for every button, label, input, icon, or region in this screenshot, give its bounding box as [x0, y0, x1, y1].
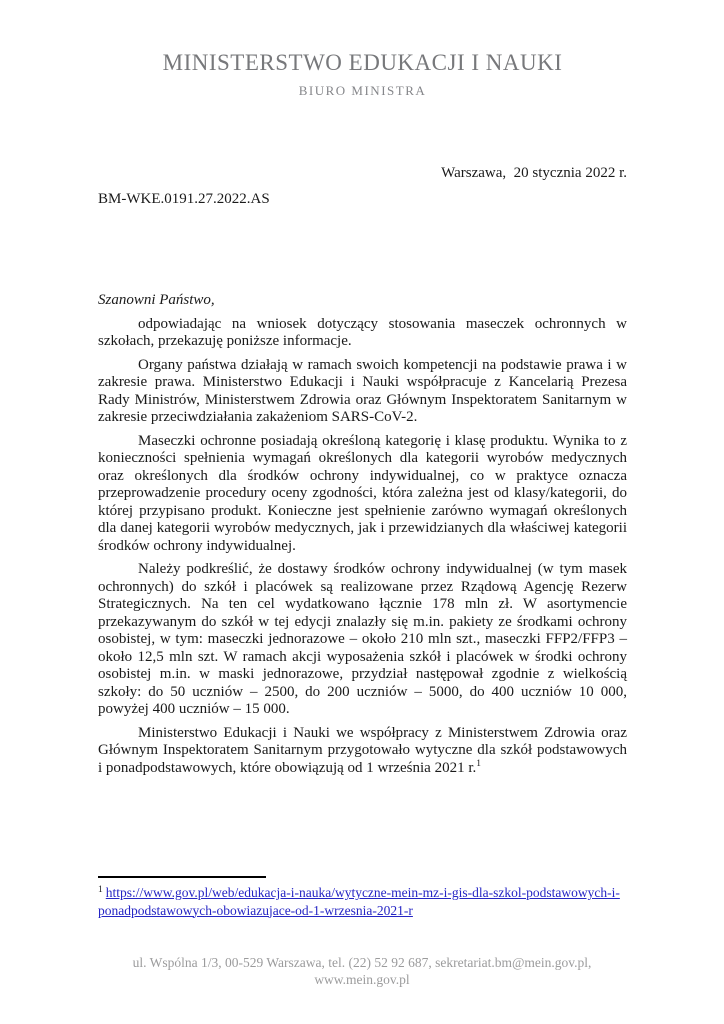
reference-number: BM-WKE.0191.27.2022.AS: [98, 191, 270, 207]
footer-address-line: ul. Wspólna 1/3, 00-529 Warszawa, tel. (22) 52 92 687, sekretariat.bm@mein.gov.pl,: [132, 955, 592, 970]
place-and-date: Warszawa, 20 stycznia 2022 r.: [441, 165, 627, 181]
paragraph-2: Organy państwa działają w ramach swoich kompetencji na podstawie prawa i w zakresie prawa. Ministerstwo Edukacji i Nauki współpracuje z Kancelarią Prezesa Rady Ministrów, Ministerstwem Zdrowia oraz Głównym Inspektoratem Sanitarnym w zakresie przeciwdziałania zakażeniom SARS-CoV-2.: [98, 356, 627, 425]
office-subtitle: BIURO MINISTRA: [298, 83, 427, 98]
footnote-separator-rule: [98, 876, 266, 878]
paragraph-4: Należy podkreślić, że dostawy środków ochrony indywidualnej (w tym masek ochronnych) do szkół i placówek są realizowane przez Rządową Agencję Rezerw Strategicznych. Na ten cel wydatkowano łącznie 178 mln zł. W asortymencie przekazywanym do szkół w tej edycji znalazły się m.in. pakiety ze środkami ochrony osobistej, w tym: maseczki jednorazowe – około 210 mln szt., maseczki FFP2/FFP3 – około 12,5 mln szt. W ramach akcji wyposażenia szkół i placówek w środki ochrony osobistej m.in. w maski jednorazowe, przydział następował zgodnie z wielkością szkoły: do 50 uczniów – 2500, do 200 uczniów – 5000, do 400 uczniów 10 000, powyżej 400 uczniów – 15 000.: [98, 561, 627, 717]
paragraph-5: [98, 725, 627, 778]
footnote-link[interactable]: https://www.gov.pl/web/edukacja-i-nauka/wytyczne-mein-mz-i-gis-dla-szkol-podstawowych-i-ponadpodstawowych-obowiazujace-od-1-wrzesnia-2021-r: [98, 885, 620, 918]
footer-website: www.mein.gov.pl: [314, 972, 410, 987]
footnote-reference-mark: 1: [476, 758, 481, 769]
page-footer: [0, 954, 724, 988]
footnote-marker: 1: [98, 884, 103, 895]
salutation: Szanowni Państwo,: [98, 292, 215, 308]
paragraph-5-text: Ministerstwo Edukacji i Nauki we współpracy z Ministerstwem Zdrowia oraz Głównym Inspektoratem Sanitarnym przygotowało wytyczne dla szkół podstawowych i ponadpodstawowych, które obowiązują od 1 września 2021 r.: [98, 724, 627, 776]
footnote-text: [98, 884, 627, 919]
letterhead: [98, 50, 627, 99]
paragraph-1: odpowiadając na wniosek dotyczący stosowania maseczek ochronnych w szkołach, przekazuję poniższe informacje.: [98, 315, 627, 349]
footnote-section: [98, 876, 627, 919]
ministry-title: MINISTERSTWO EDUKACJI I NAUKI: [162, 50, 563, 75]
paragraph-3: Maseczki ochronne posiadają określoną kategorię i klasę produktu. Wynika to z konieczności spełnienia wymagań określonych dla kategorii wyrobów medycznych oraz określonych dla środków ochrony indywidualnej, co w praktyce oznacza przeprowadzenie procedury oceny zgodności, która zależna jest od klasy/kategorii, do której przypisano produkt. Konieczne jest spełnienie zarówno wymagań określonych dla danej kategorii wyrobów medycznych, jak i przewidzianych dla właściwej kategorii środków ochrony indywidualnej.: [98, 432, 627, 554]
